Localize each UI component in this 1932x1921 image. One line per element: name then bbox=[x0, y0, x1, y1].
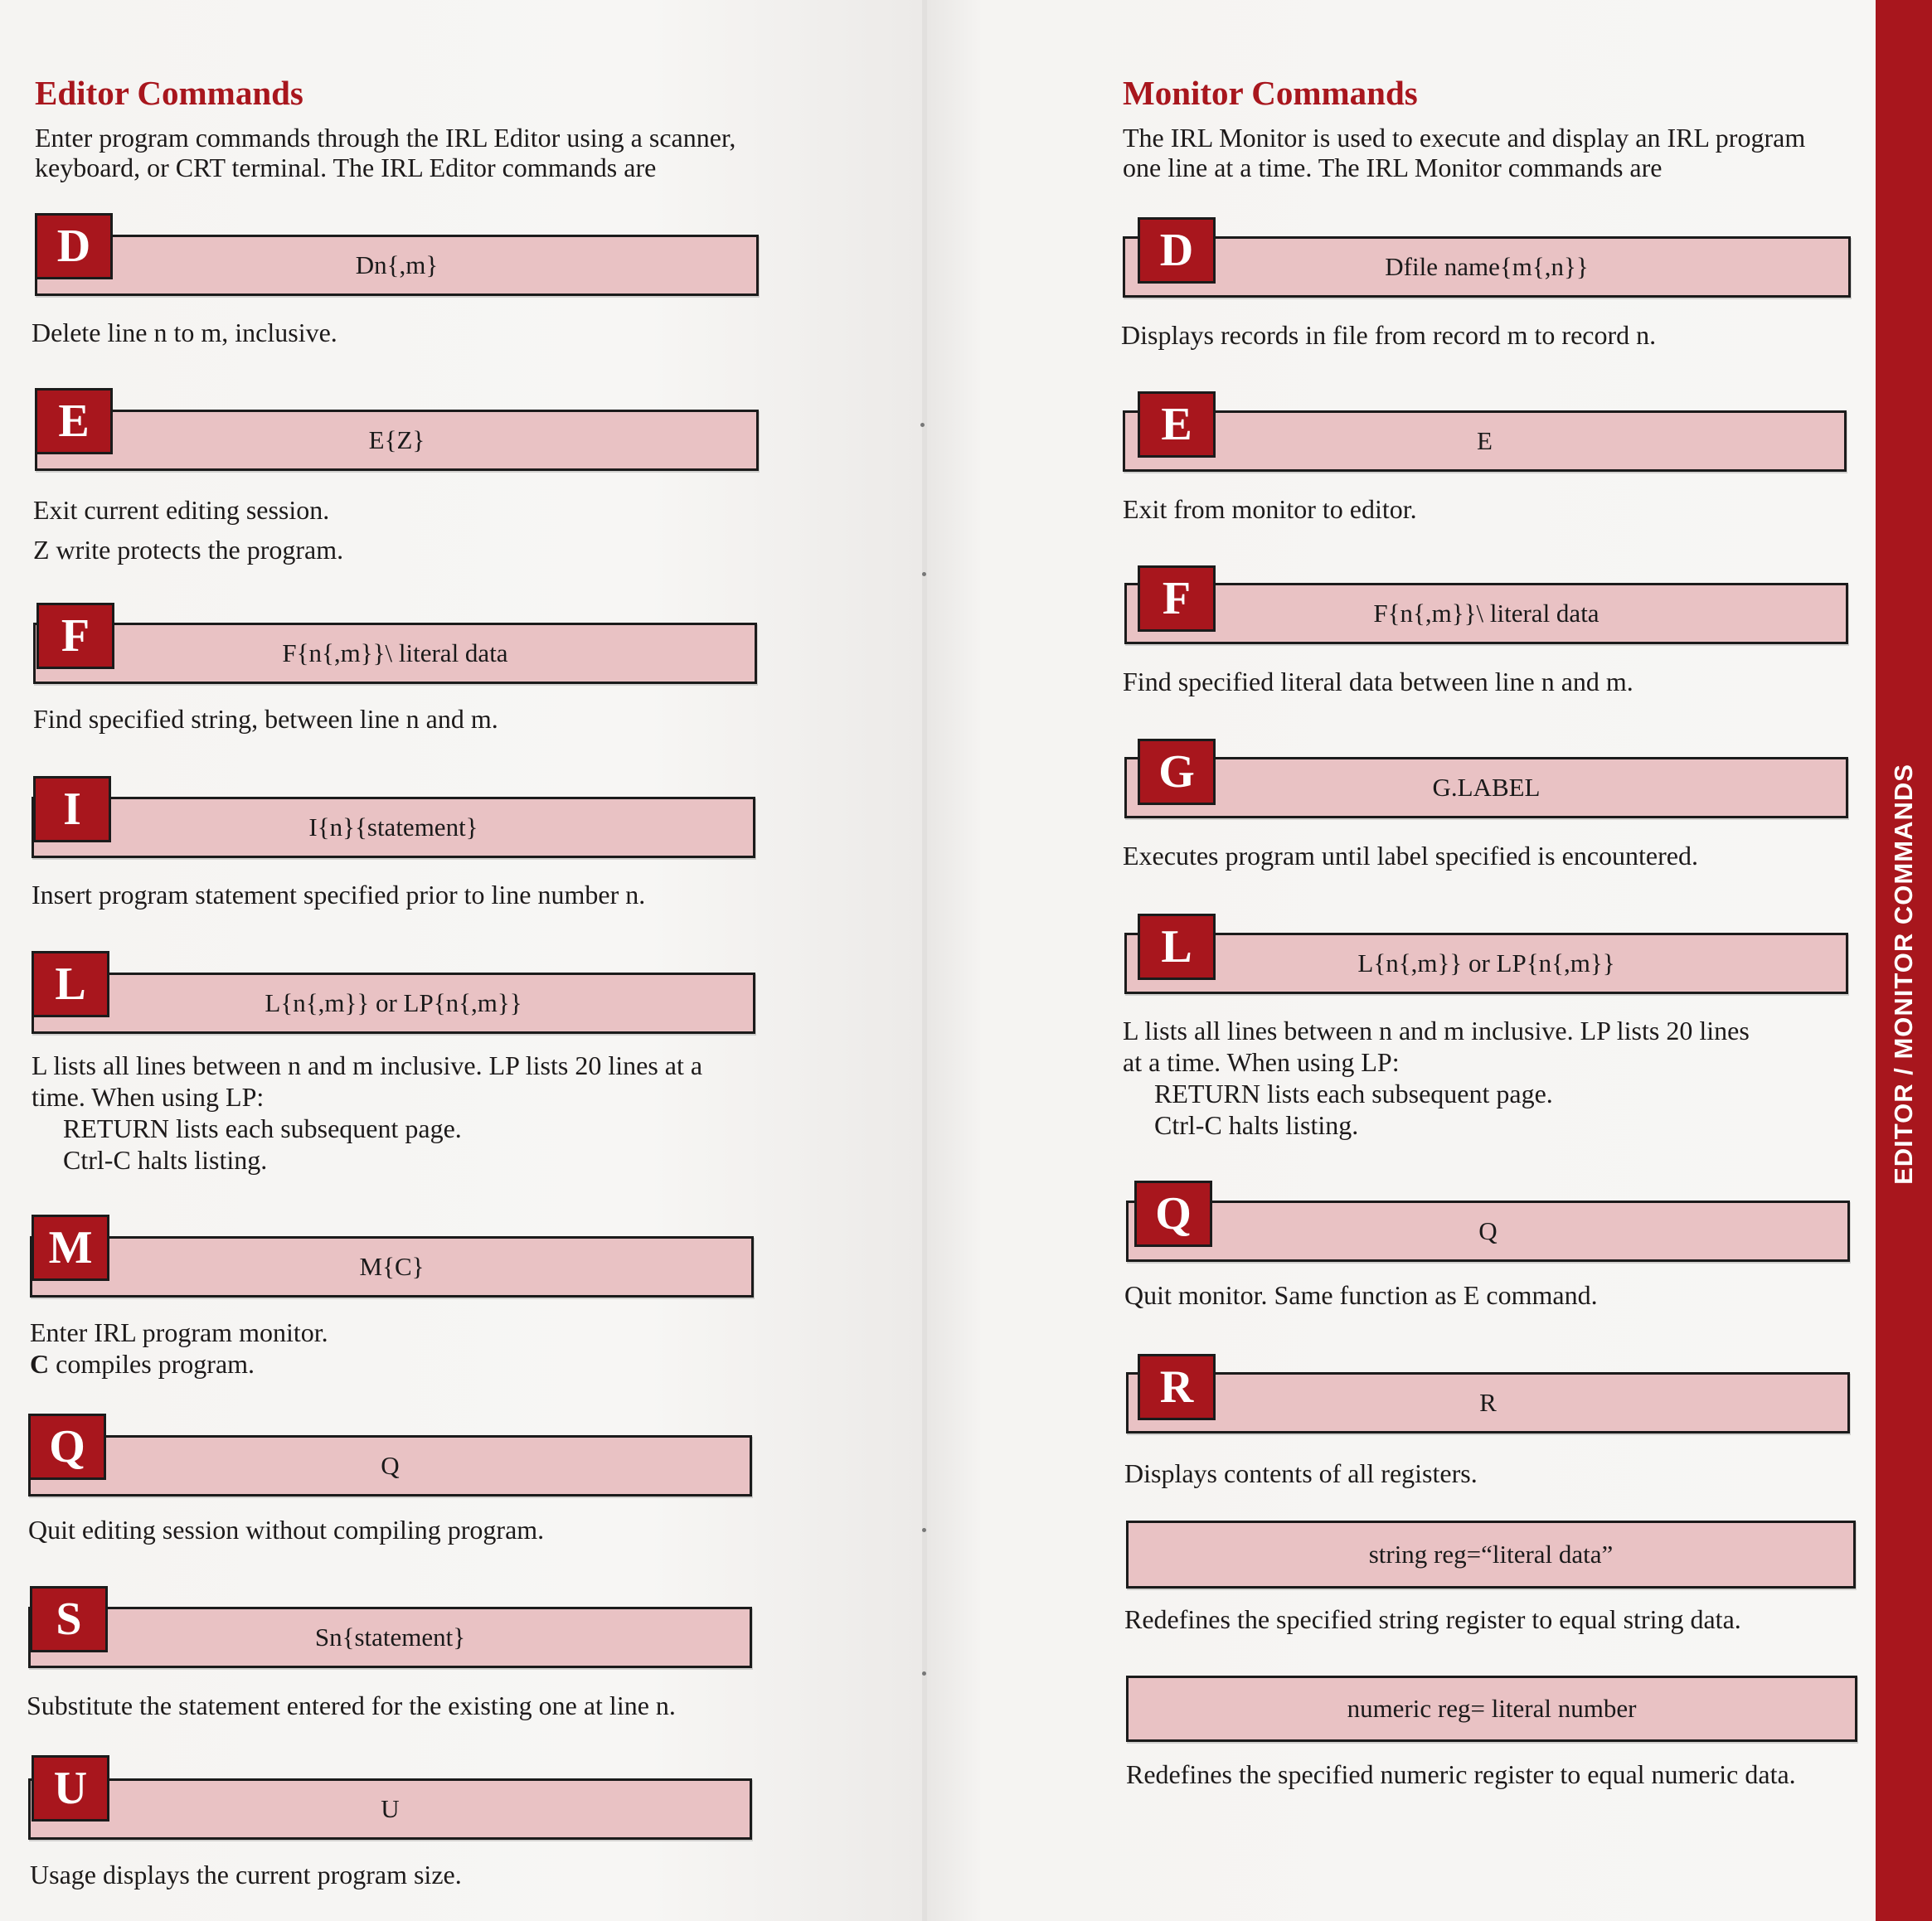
monitor-cmd-e-letter: E bbox=[1138, 391, 1216, 458]
description-line: Exit from monitor to editor. bbox=[1123, 494, 1417, 524]
description-line: Redefines the specified numeric register to equal numeric data. bbox=[1126, 1759, 1796, 1789]
monitor-numeric-reg-bar bbox=[1126, 1676, 1857, 1742]
editor-cmd-u-letter: U bbox=[32, 1755, 109, 1822]
description-line: Exit current editing session. bbox=[33, 495, 330, 525]
description-line: L lists all lines between n and m inclusive. LP lists 20 lines at a bbox=[32, 1050, 703, 1080]
monitor-string-reg-description bbox=[1124, 1603, 1741, 1635]
editor-cmd-m-letter: M bbox=[32, 1215, 109, 1281]
editor-cmd-f-description bbox=[33, 703, 498, 735]
monitor-cmd-r-description bbox=[1124, 1458, 1478, 1489]
monitor-cmd-d-bar bbox=[1123, 236, 1851, 298]
editor-intro-line: keyboard, or CRT terminal. The IRL Editor commands are bbox=[35, 153, 657, 182]
monitor-cmd-q-syntax: Q bbox=[1478, 1216, 1498, 1245]
monitor-cmd-e-syntax: E bbox=[1477, 426, 1493, 455]
monitor-cmd-g-letter: G bbox=[1138, 739, 1216, 805]
description-line: Find specified string, between line n and m. bbox=[33, 704, 498, 734]
editor-cmd-s-letter: S bbox=[30, 1586, 108, 1652]
monitor-cmd-g-description bbox=[1123, 840, 1698, 871]
editor-cmd-q-bar bbox=[28, 1435, 752, 1497]
editor-cmd-i-syntax: I{n}{statement} bbox=[308, 813, 478, 842]
description-line: Quit monitor. Same function as E command. bbox=[1124, 1280, 1598, 1310]
monitor-cmd-l-letter: L bbox=[1138, 914, 1216, 980]
description-line: Ctrl-C halts listing. bbox=[1154, 1110, 1359, 1140]
description-line bbox=[30, 1348, 328, 1380]
description-line: Redefines the specified string register to equal string data. bbox=[1124, 1604, 1741, 1634]
monitor-cmd-d-syntax: Dfile name{m{,n}} bbox=[1385, 252, 1589, 281]
scan-speck bbox=[920, 423, 925, 427]
editor-cmd-i-description bbox=[32, 879, 645, 910]
monitor-cmd-l-bar bbox=[1124, 933, 1848, 994]
monitor-intro-line: one line at a time. The IRL Monitor commands are bbox=[1123, 153, 1663, 182]
description-line: Enter IRL program monitor. bbox=[30, 1317, 328, 1347]
monitor-cmd-l-syntax: L{n{,m}} or LP{n{,m}} bbox=[1357, 948, 1615, 977]
description-line: Displays records in file from record m to record n. bbox=[1121, 320, 1657, 350]
monitor-cmd-r-letter: R bbox=[1138, 1354, 1216, 1420]
description-line: RETURN lists each subsequent page. bbox=[63, 1113, 462, 1143]
monitor-cmd-q-letter: Q bbox=[1134, 1181, 1212, 1247]
scan-speck bbox=[922, 1671, 926, 1676]
monitor-cmd-f-bar bbox=[1124, 583, 1848, 644]
page-fold bbox=[922, 0, 927, 1921]
monitor-cmd-l-description bbox=[1123, 1015, 1750, 1141]
editor-cmd-l-syntax: L{n{,m}} or LP{n{,m}} bbox=[265, 988, 522, 1017]
editor-cmd-m-syntax: M{C} bbox=[359, 1252, 425, 1281]
side-tab-label: EDITOR / MONITOR COMMANDS bbox=[1889, 764, 1918, 1185]
editor-cmd-d-letter: D bbox=[35, 213, 113, 279]
editor-cmd-e-bar bbox=[35, 410, 759, 471]
monitor-cmd-e-description bbox=[1123, 493, 1417, 525]
scan-speck bbox=[922, 572, 926, 576]
editor-cmd-u-syntax: U bbox=[381, 1794, 400, 1823]
monitor-numeric-reg-description bbox=[1126, 1758, 1796, 1790]
monitor-cmd-q-bar bbox=[1126, 1201, 1850, 1262]
description-line: Quit editing session without compiling program. bbox=[28, 1515, 545, 1545]
editor-intro-line: Enter program commands through the IRL Editor using a scanner, bbox=[35, 123, 736, 153]
description-text: compiles program. bbox=[56, 1349, 255, 1379]
description-line: Find specified literal data between line n and m. bbox=[1123, 667, 1633, 696]
editor-title: Editor Commands bbox=[35, 74, 303, 112]
description-line: Insert program statement specified prior to line number n. bbox=[32, 880, 646, 910]
description-line: at a time. When using LP: bbox=[1123, 1047, 1400, 1077]
editor-cmd-m-description bbox=[30, 1317, 328, 1380]
monitor-cmd-r-bar bbox=[1126, 1372, 1850, 1433]
editor-cmd-d-syntax: Dn{,m} bbox=[355, 250, 439, 279]
description-line: RETURN lists each subsequent page. bbox=[1154, 1079, 1553, 1108]
description-line: Substitute the statement entered for the existing one at line n. bbox=[27, 1691, 676, 1720]
description-bold: C bbox=[30, 1349, 50, 1379]
editor-cmd-e-description bbox=[33, 490, 343, 570]
monitor-cmd-d-description bbox=[1121, 319, 1656, 351]
monitor-string-reg-syntax: string reg=“literal data” bbox=[1368, 1540, 1614, 1569]
scan-speck bbox=[922, 1528, 926, 1532]
monitor-title: Monitor Commands bbox=[1123, 74, 1418, 112]
monitor-cmd-r-syntax: R bbox=[1479, 1388, 1497, 1417]
monitor-cmd-f-letter: F bbox=[1138, 565, 1216, 632]
editor-cmd-s-description bbox=[27, 1690, 676, 1721]
monitor-cmd-d-letter: D bbox=[1138, 217, 1216, 284]
description-line: Delete line n to m, inclusive. bbox=[32, 318, 337, 347]
description-line: Executes program until label specified is encountered. bbox=[1123, 841, 1698, 871]
editor-cmd-q-description bbox=[28, 1514, 544, 1545]
editor-cmd-l-letter: L bbox=[32, 951, 109, 1017]
editor-cmd-f-bar bbox=[33, 623, 757, 684]
monitor-cmd-q-description bbox=[1124, 1279, 1598, 1311]
description-line: Z write protects the program. bbox=[33, 535, 344, 565]
monitor-string-reg-bar bbox=[1126, 1521, 1856, 1589]
monitor-numeric-reg-syntax: numeric reg= literal number bbox=[1347, 1694, 1637, 1723]
editor-intro bbox=[35, 123, 735, 182]
editor-cmd-e-letter: E bbox=[35, 388, 113, 454]
editor-cmd-u-bar bbox=[28, 1778, 752, 1840]
monitor-cmd-g-bar bbox=[1124, 757, 1848, 818]
description-line: time. When using LP: bbox=[32, 1082, 265, 1112]
editor-cmd-m-bar bbox=[30, 1236, 754, 1298]
editor-cmd-l-description bbox=[32, 1050, 702, 1176]
editor-cmd-u-description bbox=[30, 1859, 462, 1890]
editor-cmd-q-letter: Q bbox=[28, 1414, 106, 1480]
monitor-cmd-e-bar bbox=[1123, 410, 1847, 472]
monitor-intro-line: The IRL Monitor is used to execute and display an IRL program bbox=[1123, 123, 1806, 153]
editor-cmd-s-bar bbox=[28, 1607, 752, 1668]
monitor-intro bbox=[1123, 123, 1805, 182]
monitor-cmd-f-syntax: F{n{,m}}\ literal data bbox=[1373, 599, 1599, 628]
editor-cmd-f-letter: F bbox=[36, 603, 114, 669]
editor-cmd-s-syntax: Sn{statement} bbox=[314, 1623, 466, 1652]
description-line: L lists all lines between n and m inclusive. LP lists 20 lines bbox=[1123, 1016, 1750, 1045]
editor-cmd-f-syntax: F{n{,m}}\ literal data bbox=[282, 638, 508, 667]
monitor-cmd-f-description bbox=[1123, 666, 1633, 697]
editor-cmd-e-syntax: E{Z} bbox=[368, 425, 425, 454]
monitor-cmd-g-syntax: G.LABEL bbox=[1432, 773, 1541, 802]
description-line: Usage displays the current program size. bbox=[30, 1860, 462, 1889]
editor-cmd-i-letter: I bbox=[33, 776, 111, 842]
editor-cmd-i-bar bbox=[32, 797, 755, 858]
editor-cmd-d-bar bbox=[35, 235, 759, 296]
editor-cmd-l-bar bbox=[32, 973, 755, 1034]
editor-cmd-d-description bbox=[32, 317, 337, 348]
description-line: Ctrl-C halts listing. bbox=[63, 1145, 268, 1175]
editor-cmd-q-syntax: Q bbox=[381, 1451, 400, 1480]
description-line: Displays contents of all registers. bbox=[1124, 1458, 1478, 1488]
